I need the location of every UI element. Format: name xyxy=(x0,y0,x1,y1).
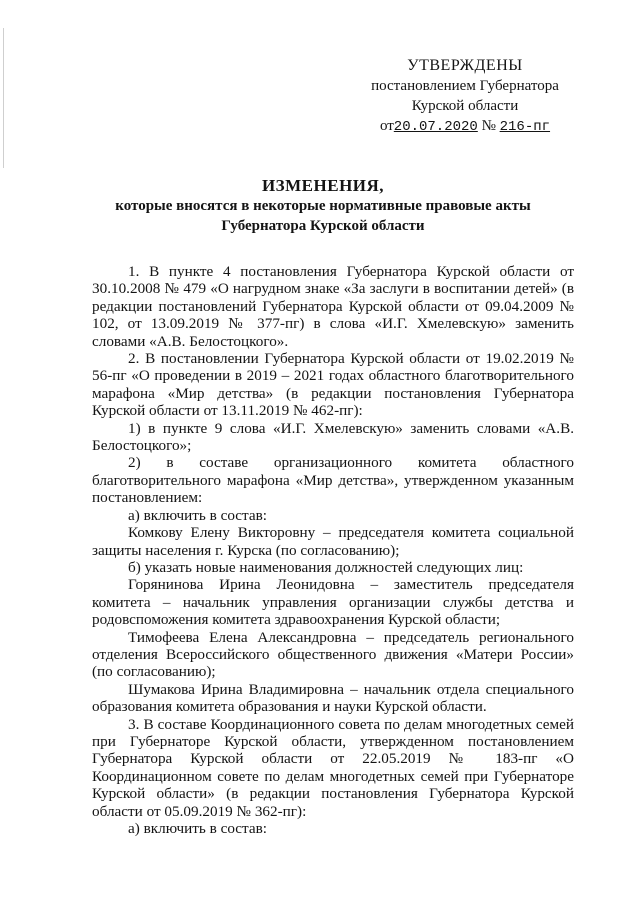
paragraph-2-2: 2) в составе организационного комитета областного благотворительного марафона «Мир детства», утвержденном указанным постановлением: xyxy=(92,454,574,507)
document-body xyxy=(92,263,574,837)
scan-edge-mark xyxy=(3,28,4,168)
paragraph-2-2-a: а) включить в состав: xyxy=(128,506,267,524)
approval-date-prefix: от xyxy=(379,118,394,134)
approval-date-line xyxy=(360,116,570,137)
title-line-3: Губернатора Курской области xyxy=(221,218,425,234)
paragraph-2-2-b: б) указать новые наименования должностей следующих лиц: xyxy=(128,558,524,576)
document-title xyxy=(88,176,558,236)
approval-heading: УТВЕРЖДЕНЫ xyxy=(407,57,523,74)
title-line-2: которые вносятся в некоторые нормативные правовые акты xyxy=(115,198,531,214)
approval-line-1: постановлением Губернатора xyxy=(371,78,559,94)
paragraph-timofeeva: Тимофеева Елена Александровна – председатель регионального отделения Всероссийского общественного движения «Матери России» (по согласованию); xyxy=(92,628,574,681)
paragraph-3-a: а) включить в состав: xyxy=(128,820,267,837)
paragraph-1: 1. В пункте 4 постановления Губернатора Курской области от 30.10.2008 № 479 «О нагрудном знаке «За заслуги в воспитании детей» (в редакции постановлений Губернатора Курской области от 09.04.2009 № 102, от 13.09.2019 № 377-пг) в слова «И.Г. Хмелевскую» заменить словами «А.В. Белостоцкого». xyxy=(92,263,574,350)
approval-number-sign: № xyxy=(481,118,496,134)
paragraph-goryaninova: Горянинова Ирина Леонидовна – заместитель председателя комитета – начальник управления организации службы детства и родовспоможения комитета здравоохранения Курской области; xyxy=(92,576,574,629)
approval-number: 216-пг xyxy=(499,119,551,135)
title-main: ИЗМЕНЕНИЯ, xyxy=(261,176,385,195)
approval-stamp xyxy=(360,56,570,137)
approval-line-2: Курской области xyxy=(411,98,519,114)
paragraph-komkova: Комкову Елену Викторовну – председателя комитета социальной защиты населения г. Курска (по согласованию); xyxy=(92,524,574,559)
paragraph-shumakova: Шумакова Ирина Владимировна – начальник отдела специального образования комитета образования и науки Курской области. xyxy=(92,680,574,716)
approval-date: 20.07.2020 xyxy=(393,119,478,135)
paragraph-2-1: 1) в пункте 9 слова «И.Г. Хмелевскую» заменить словами «А.В. Белостоцкого»; xyxy=(92,419,574,455)
paragraph-2: 2. В постановлении Губернатора Курской области от 19.02.2019 № 56-пг «О проведении в 2019 – 2021 годах областного благотворительного марафона «Мир детства» (в редакции постановления Губернатора Курской области от 13.11.2019 № 462-пг): xyxy=(92,350,574,420)
paragraph-3: 3. В составе Координационного совета по делам многодетных семей при Губернаторе Курской области, утвержденном постановлением Губернатора Курской области от 22.05.2019 № 183-пг «О Координационном совете по делам многодетных семей при Губернаторе Курской области» (в редакции постановления Губернатора Курской области от 05.09.2019 № 362-пг): xyxy=(92,715,574,820)
